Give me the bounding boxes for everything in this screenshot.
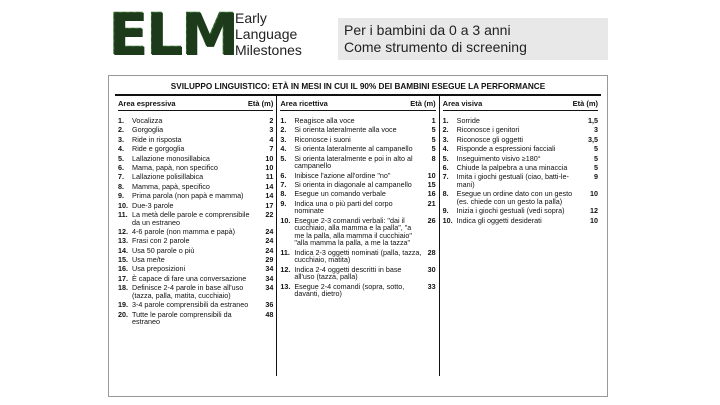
item-label: Vocalizza xyxy=(132,116,163,125)
milestone-item xyxy=(118,275,273,283)
item-number: 1. xyxy=(442,116,449,125)
milestone-item xyxy=(118,256,273,264)
item-number: 12. xyxy=(280,264,291,274)
item-age: 5 xyxy=(431,144,436,154)
item-age: 8 xyxy=(431,153,436,163)
item-label: Definisce 2-4 parole in base all'uso (tazza, palla, matita, cucchiaio) xyxy=(132,283,244,300)
item-age: 14 xyxy=(265,191,274,201)
item-label: 3-4 parole comprensibili da estraneo xyxy=(132,300,249,310)
item-number: 17. xyxy=(118,273,128,283)
milestone-item xyxy=(118,247,273,255)
column-heading: Area visiva xyxy=(442,99,483,108)
milestone-item xyxy=(118,192,273,200)
item-age: 12 xyxy=(589,206,598,216)
item-age: 5 xyxy=(593,162,598,172)
item-number: 9. xyxy=(118,191,124,201)
milestone-item xyxy=(280,126,435,134)
age-heading: Età (m) xyxy=(410,99,436,108)
item-number: 3. xyxy=(442,134,449,144)
item-age: 11 xyxy=(265,172,274,182)
milestone-item xyxy=(118,164,273,172)
item-age: 3,5 xyxy=(587,134,598,144)
item-label: Inseguimento visivo ≥180° xyxy=(456,153,541,163)
item-number: 6. xyxy=(118,162,124,172)
item-label: Si orienta in diagonale al campanello xyxy=(294,179,412,189)
milestone-item xyxy=(280,145,435,153)
item-age: 9 xyxy=(593,172,598,182)
item-number: 15. xyxy=(118,255,128,265)
table-title: SVILUPPO LINGUISTICO: ETÀ IN MESI IN CUI IL 90% DEI BAMBINI ESEGUE LA PERFORMANCE xyxy=(115,76,601,96)
milestone-item xyxy=(443,207,598,215)
item-label: Esegue un ordine dato con un gesto (es. chiede con un gesto la palla) xyxy=(456,189,573,206)
milestone-item xyxy=(443,126,598,134)
item-age: 10 xyxy=(265,153,274,163)
milestone-item xyxy=(118,145,273,153)
item-label: Ride in risposta xyxy=(132,134,182,144)
item-age: 30 xyxy=(427,264,436,274)
item-number: 5. xyxy=(280,153,287,163)
logo-subtitle xyxy=(235,10,335,58)
milestone-item xyxy=(118,136,273,144)
item-label: Riconosce gli oggetti xyxy=(456,134,523,144)
item-label: Mamma, papà, specifico xyxy=(132,181,210,191)
milestone-item xyxy=(118,155,273,163)
table-column xyxy=(439,96,601,376)
item-label: Esegue un comando verbale xyxy=(294,189,386,199)
item-number: 13. xyxy=(280,281,291,291)
column-heading: Area ricettiva xyxy=(280,99,328,108)
milestone-item xyxy=(280,136,435,144)
item-label: Usa preposizioni xyxy=(132,264,186,274)
item-age: 4 xyxy=(269,134,274,144)
item-age: 17 xyxy=(265,200,274,210)
elm-logo-text: ELM xyxy=(108,0,237,68)
item-number: 10. xyxy=(118,200,128,210)
item-label: Ride e gorgoglia xyxy=(132,144,185,154)
subtitle-line: Language xyxy=(235,26,298,42)
milestone-item xyxy=(280,283,435,298)
milestone-item xyxy=(118,237,273,245)
milestone-item xyxy=(443,136,598,144)
item-number: 5. xyxy=(118,153,124,163)
item-number: 8. xyxy=(280,189,287,199)
column-header xyxy=(280,96,435,111)
milestone-item xyxy=(118,284,273,299)
milestones-table xyxy=(108,75,608,397)
item-age: 22 xyxy=(265,209,274,219)
subtitle-line: Early xyxy=(235,10,267,26)
item-number: 7. xyxy=(442,172,449,182)
item-number: 14. xyxy=(118,245,128,255)
milestone-item xyxy=(280,172,435,180)
item-age: 3 xyxy=(269,125,274,135)
item-age: 5 xyxy=(431,125,436,135)
milestone-item xyxy=(443,117,598,125)
item-age: 1,5 xyxy=(587,116,598,125)
item-label: Esegue 2-4 comandi (sopra, sotto, davanti, dietro) xyxy=(294,281,405,299)
item-label: Lallazione monosillabica xyxy=(132,153,210,163)
milestone-item xyxy=(280,190,435,198)
item-age: 1 xyxy=(431,116,436,125)
item-age: 28 xyxy=(427,247,436,257)
milestone-item xyxy=(118,183,273,191)
item-age: 3 xyxy=(593,125,598,135)
item-age: 16 xyxy=(427,189,436,199)
milestone-item xyxy=(118,126,273,134)
item-label: Inibisce l'azione all'ordine "no" xyxy=(294,170,391,180)
item-number: 3. xyxy=(280,134,287,144)
item-label: Indica una o più parti del corpo nominate xyxy=(294,198,393,216)
milestone-item xyxy=(443,173,598,188)
milestone-item xyxy=(443,190,598,205)
item-label: Sorride xyxy=(456,116,480,125)
item-age: 26 xyxy=(427,215,436,225)
item-label: È capace di fare una conversazione xyxy=(132,273,247,283)
elm-logo xyxy=(108,0,237,68)
item-label: Inizia i giochi gestuali (vedi sopra) xyxy=(456,206,565,216)
item-age: 24 xyxy=(265,245,274,255)
item-number: 7. xyxy=(280,179,287,189)
milestone-item xyxy=(280,200,435,215)
item-number: 10. xyxy=(280,215,291,225)
item-label: Gorgoglia xyxy=(132,125,164,135)
item-label: Indica 2-4 oggetti descritti in base all'uso (tazza, palla) xyxy=(294,264,402,282)
item-number: 3. xyxy=(118,134,124,144)
tagline-line: Come strumento di screening xyxy=(344,39,527,55)
milestone-item xyxy=(118,311,273,326)
item-label: Usa 50 parole o più xyxy=(132,245,195,255)
item-label: Reagisce alla voce xyxy=(294,116,355,125)
item-number: 2. xyxy=(442,125,449,135)
item-label: Chiude la palpebra a una minaccia xyxy=(456,162,568,172)
item-number: 1. xyxy=(118,116,124,125)
milestone-item xyxy=(443,145,598,153)
age-heading: Età (m) xyxy=(247,99,274,108)
milestone-item xyxy=(280,266,435,281)
item-label: Riconosce i suoni xyxy=(294,134,351,144)
item-label: Riconosce i genitori xyxy=(456,125,520,135)
item-label: Risponde a espressioni facciali xyxy=(456,144,556,154)
item-label: Usa me/te xyxy=(132,255,165,265)
table-columns xyxy=(115,96,601,376)
milestone-item xyxy=(118,117,273,125)
item-age: 21 xyxy=(427,198,436,208)
item-number: 9. xyxy=(442,206,449,216)
item-label: Si orienta lateralmente al campanello xyxy=(294,144,413,154)
item-number: 2. xyxy=(280,125,287,135)
item-number: 11. xyxy=(280,247,290,257)
item-label: Due-3 parole xyxy=(132,200,174,210)
milestone-item xyxy=(118,228,273,236)
milestone-item xyxy=(280,217,435,247)
item-label: Esegue 2-3 comandi verbali: "dai il cucchiaio, alla mamma e la palla", "a me la palla, alla mamma il cucchiaio" "alla mamma la palla, a me la tazza" xyxy=(294,215,412,248)
item-label: Frasi con 2 parole xyxy=(132,236,190,246)
item-number: 4. xyxy=(118,144,124,154)
item-number: 8. xyxy=(118,181,124,191)
column-header xyxy=(443,96,598,111)
item-age: 15 xyxy=(427,179,436,189)
milestone-item xyxy=(118,202,273,210)
item-number: 12. xyxy=(118,226,128,236)
milestone-item xyxy=(118,211,273,226)
item-age: 10 xyxy=(589,215,598,225)
item-age: 14 xyxy=(265,181,274,191)
item-number: 1. xyxy=(280,116,287,125)
table-column xyxy=(115,96,276,376)
item-age: 10 xyxy=(265,162,274,172)
item-number: 16. xyxy=(118,264,128,274)
column-heading: Area espressiva xyxy=(118,99,176,108)
item-age: 34 xyxy=(265,283,274,293)
age-heading: Età (m) xyxy=(572,99,598,108)
item-number: 5. xyxy=(442,153,449,163)
tagline-line: Per i bambini da 0 a 3 anni xyxy=(344,22,511,38)
item-number: 11. xyxy=(118,209,128,219)
item-age: 5 xyxy=(593,153,598,163)
milestone-item xyxy=(280,249,435,264)
item-age: 2 xyxy=(269,116,274,125)
item-age: 34 xyxy=(265,273,274,283)
item-number: 18. xyxy=(118,283,128,293)
table-column xyxy=(276,96,438,376)
item-age: 5 xyxy=(593,144,598,154)
item-label: Tutte le parole comprensibili da estraneo xyxy=(132,309,232,327)
item-number: 7. xyxy=(118,172,124,182)
item-age: 24 xyxy=(265,226,274,236)
item-number: 10. xyxy=(442,215,453,225)
milestone-item xyxy=(280,181,435,189)
item-number: 19. xyxy=(118,300,128,310)
item-age: 36 xyxy=(265,300,274,310)
item-label: Si orienta lateralmente alla voce xyxy=(294,125,397,135)
item-number: 4. xyxy=(280,144,287,154)
milestone-item xyxy=(118,265,273,273)
item-number: 9. xyxy=(280,198,287,208)
item-label: Lallazione polisillabica xyxy=(132,172,204,182)
milestone-item xyxy=(443,217,598,225)
item-age: 34 xyxy=(265,264,274,274)
item-age: 10 xyxy=(427,170,436,180)
item-number: 4. xyxy=(442,144,449,154)
item-label: Indica gli oggetti desiderati xyxy=(456,215,542,225)
item-label: Prima parola (non papà e mamma) xyxy=(132,191,244,201)
tagline-box xyxy=(338,18,608,60)
item-number: 8. xyxy=(442,189,449,199)
item-age: 24 xyxy=(265,236,274,246)
milestone-item xyxy=(443,155,598,163)
item-age: 33 xyxy=(427,281,436,291)
milestone-item xyxy=(118,301,273,309)
item-age: 10 xyxy=(589,189,598,199)
milestone-item xyxy=(118,173,273,181)
milestone-item xyxy=(443,164,598,172)
item-label: Mama, papà, non specifico xyxy=(132,162,218,172)
item-number: 6. xyxy=(442,162,449,172)
item-label: Si orienta lateralmente e poi in alto al campanello xyxy=(294,153,413,171)
item-label: Imita i giochi gestuali (ciao, batti-le-mani) xyxy=(456,172,569,189)
item-number: 20. xyxy=(118,309,128,319)
item-age: 29 xyxy=(265,255,274,265)
item-label: La metà delle parole e comprensibile da un estraneo xyxy=(132,209,250,227)
item-age: 48 xyxy=(265,309,274,319)
column-header xyxy=(118,96,273,111)
item-label: 4-6 parole (non mamma e papà) xyxy=(132,226,236,236)
item-number: 6. xyxy=(280,170,287,180)
subtitle-line: Milestones xyxy=(235,42,302,58)
item-number: 13. xyxy=(118,236,128,246)
item-label: Indica 2-3 oggetti nominati (palla, tazza, cucchiaio, matita) xyxy=(294,247,422,265)
item-number: 2. xyxy=(118,125,124,135)
item-age: 5 xyxy=(431,134,436,144)
milestone-item xyxy=(280,155,435,170)
item-age: 7 xyxy=(269,144,274,154)
milestone-item xyxy=(280,117,435,125)
